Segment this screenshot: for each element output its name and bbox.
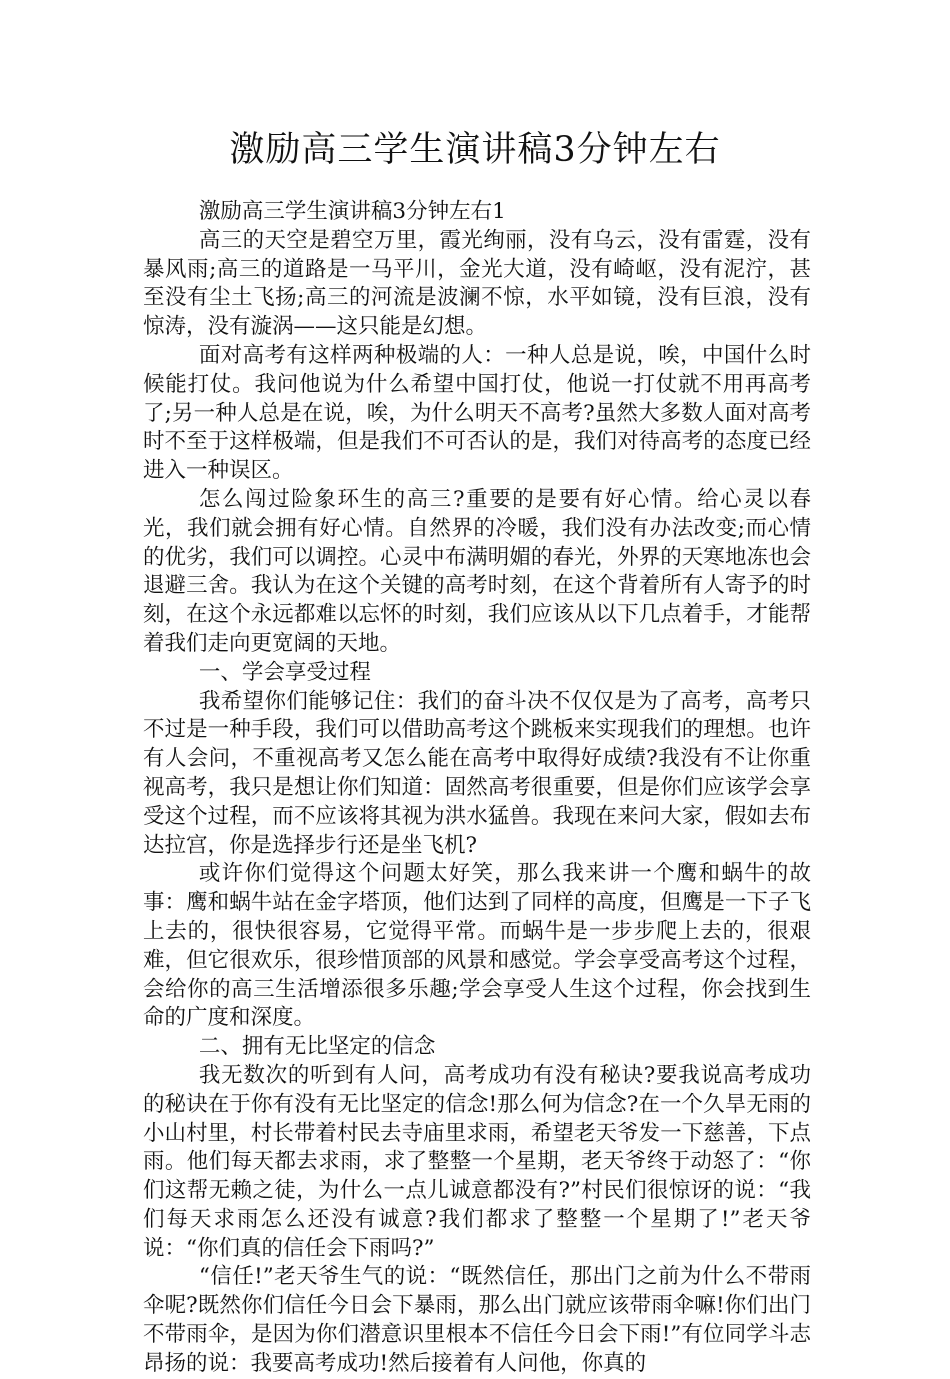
document-body <box>143 198 811 1379</box>
paragraph: “信任!”老天爷生气的说：“既然信任，那出门之前为什么不带雨伞呢?既然你们信任今日会下暴雨，那么出门就应该带雨伞嘛!你们出门不带雨伞，是因为你们潜意识里根本不信任今日会下雨!”有位同学斗志昂扬的说：我要高考成功!然后接着有人问他，你真的 <box>143 1264 811 1376</box>
section-heading: 二、拥有无比坚定的信念 <box>198 1034 436 1060</box>
section-heading: 一、学会享受过程 <box>198 659 371 685</box>
paragraph: 怎么闯过险象环生的高三?重要的是要有好心情。给心灵以春光，我们就会拥有好心情。自然界的冷暖，我们没有办法改变;而心情的优劣，我们可以调控。心灵中布满明媚的春光，外界的天寒地冻也会退避三舍。我认为在这个关键的高考时刻，在这个背着所有人寄予的时刻，在这个永远都难以忘怀的时刻，我们应该从以下几点着手，才能帮着我们走向更宽阔的天地。 <box>143 486 811 656</box>
document-title: 激励高三学生演讲稿3分钟左右 <box>229 130 721 170</box>
paragraph: 面对高考有这样两种极端的人：一种人总是说，唉，中国什么时候能打仗。我问他说为什么希望中国打仗，他说一打仗就不用再高考了;另一种人总是在说，唉，为什么明天不高考?虽然大多数人面对高考时不至于这样极端，但是我们不可否认的是，我们对待高考的态度已经进入一种误区。 <box>143 342 811 484</box>
paragraph: 高三的天空是碧空万里，霞光绚丽，没有乌云，没有雷霆，没有暴风雨;高三的道路是一马平川，金光大道，没有崎岖，没有泥泞，甚至没有尘土飞扬;高三的河流是波澜不惊，水平如镜，没有巨浪，没有惊涛，没有漩涡——这只能是幻想。 <box>143 227 811 340</box>
paragraph: 或许你们觉得这个问题太好笑，那么我来讲一个鹰和蜗牛的故事：鹰和蜗牛站在金字塔顶，他们达到了同样的高度，但鹰是一下子飞上去的，很快很容易，它觉得平常。而蜗牛是一步步爬上去的，很艰难，但它很欢乐，很珍惜顶部的风景和感觉。学会享受高考这个过程，会给你的高三生活增添很多乐趣;学会享受人生这个过程，你会找到生命的广度和深度。 <box>143 861 811 1031</box>
paragraph: 我希望你们能够记住：我们的奋斗决不仅仅是为了高考，高考只不过是一种手段，我们可以借助高考这个跳板来实现我们的理想。也许有人会问，不重视高考又怎么能在高考中取得好成绩?我没有不让你重视高考，我只是想让你们知道：固然高考很重要，但是你们应该学会享受这个过程，而不应该将其视为洪水猛兽。我现在来问大家，假如去布达拉宫，你是选择步行还是坐飞机? <box>143 688 811 858</box>
paragraph: 我无数次的听到有人问，高考成功有没有秘诀?要我说高考成功的秘诀在于你有没有无比坚定的信念!那么何为信念?在一个久旱无雨的小山村里，村长带着村民去寺庙里求雨，希望老天爷发一下慈善，下点雨。他们每天都去求雨，求了整整一个星期，老天爷终于动怒了：“你们这帮无赖之徒，为什么一点儿诚意都没有?”村民们很惊讶的说：“我们每天求雨怎么还没有诚意?我们都求了整整一个星期了!”老天爷说：“你们真的信任会下雨吗?” <box>143 1062 811 1261</box>
paragraph-subtitle: 激励高三学生演讲稿3分钟左右1 <box>198 199 506 224</box>
